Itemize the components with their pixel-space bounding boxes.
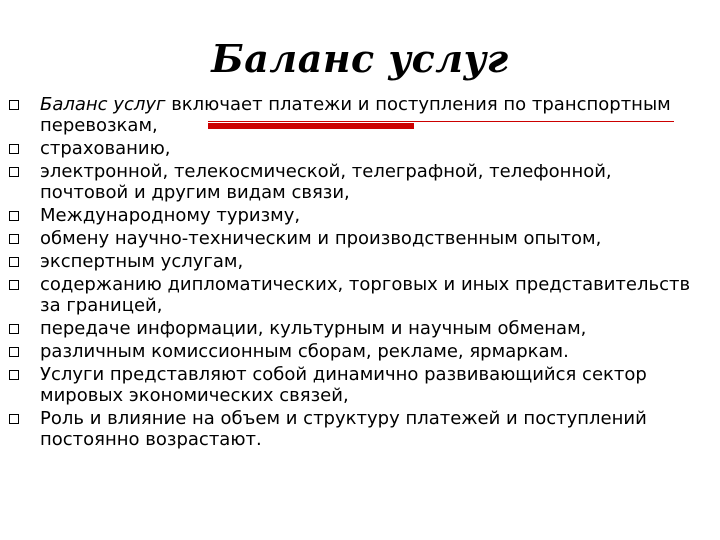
- title-divider-bar: [208, 123, 414, 129]
- hollow-square-bullet-icon: [9, 324, 19, 334]
- list-item-text: включает платежи и поступления по транспортным перевозкам,: [40, 94, 671, 136]
- title-divider-line: [208, 121, 674, 122]
- list-item-text: Роль и влияние на объем и структуру платежей и поступлений постоянно возрастают.: [40, 408, 647, 450]
- hollow-square-bullet-icon: [9, 144, 19, 154]
- list-item: [0, 318, 720, 339]
- slide-title: Баланс услуг: [211, 36, 509, 81]
- list-item: [0, 161, 720, 203]
- hollow-square-bullet-icon: [9, 280, 19, 290]
- hollow-square-bullet-icon: [9, 257, 19, 267]
- list-item: [0, 341, 720, 362]
- list-item-text: передаче информации, культурным и научным обменам,: [40, 318, 587, 339]
- hollow-square-bullet-icon: [9, 167, 19, 177]
- list-item-emphasis: Баланс услуг: [40, 94, 166, 115]
- list-item: [0, 408, 720, 450]
- list-item: [0, 205, 720, 226]
- list-item: [0, 138, 720, 159]
- list-item: [0, 228, 720, 249]
- list-item: [0, 251, 720, 272]
- hollow-square-bullet-icon: [9, 370, 19, 380]
- list-item-text: страхованию,: [40, 138, 171, 159]
- hollow-square-bullet-icon: [9, 211, 19, 221]
- list-item-text: Международному туризму,: [40, 205, 301, 226]
- hollow-square-bullet-icon: [9, 100, 19, 110]
- list-item-text: содержанию дипломатических, торговых и иных представительств за границей,: [40, 274, 691, 316]
- list-item-text: Услуги представляют собой динамично развивающийся сектор мировых экономических связей,: [40, 364, 647, 406]
- list-item: [0, 274, 720, 316]
- list-item: [0, 364, 720, 406]
- list-item-text: экспертным услугам,: [40, 251, 244, 272]
- list-item-text: электронной, телекосмической, телеграфной, телефонной, почтовой и другим видам связи,: [40, 161, 612, 203]
- list-item-text: различным комиссионным сборам, рекламе, ярмаркам.: [40, 341, 569, 362]
- hollow-square-bullet-icon: [9, 414, 19, 424]
- bullet-list: [0, 94, 720, 452]
- hollow-square-bullet-icon: [9, 347, 19, 357]
- hollow-square-bullet-icon: [9, 234, 19, 244]
- list-item-text: обмену научно-техническим и производственным опытом,: [40, 228, 602, 249]
- list-item: [0, 94, 720, 136]
